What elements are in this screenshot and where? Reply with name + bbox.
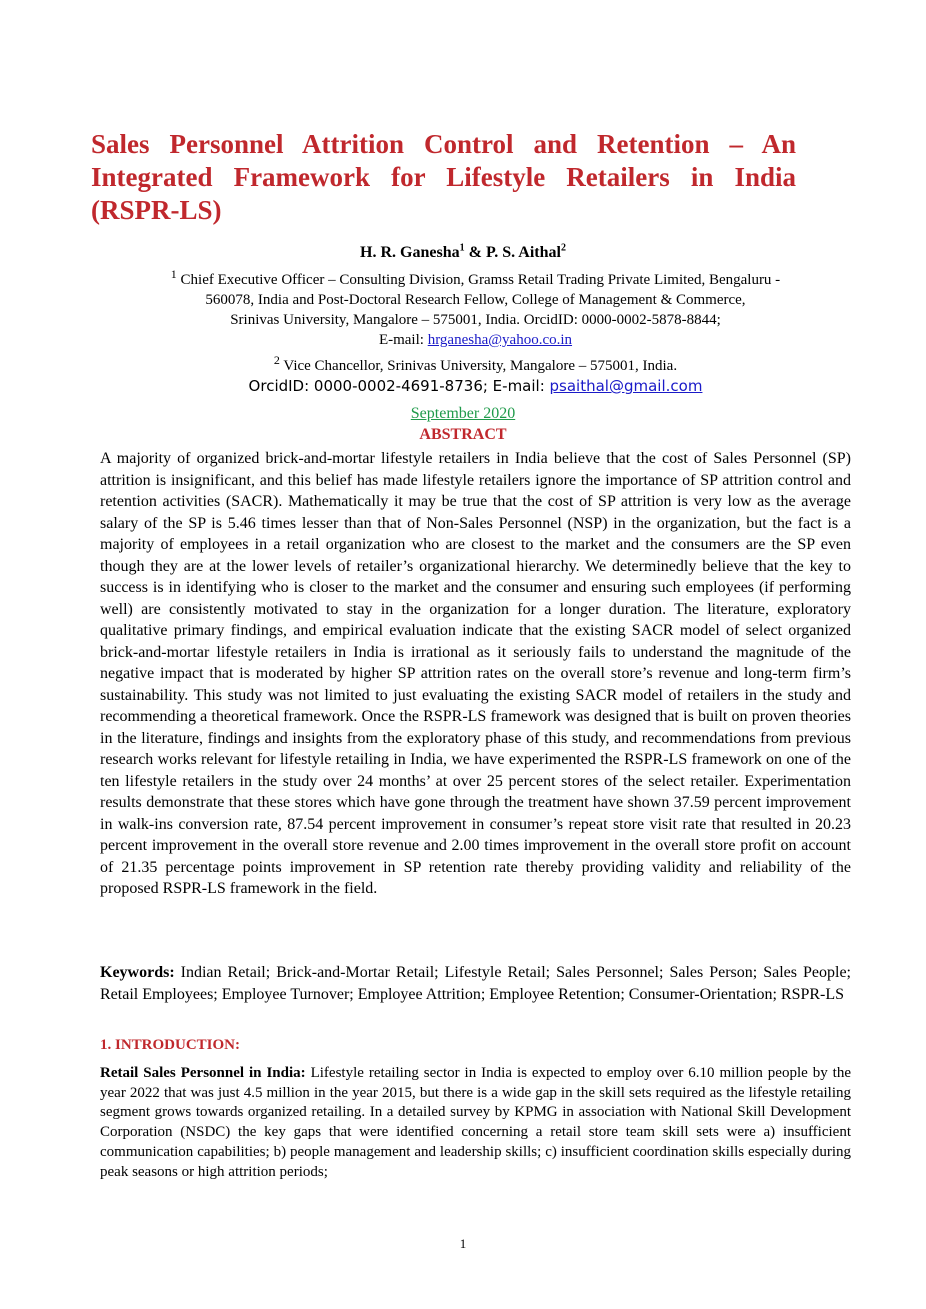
- page-number: 1: [459, 1236, 467, 1251]
- affiliation-2-sup: 2: [273, 353, 280, 367]
- orcid-2: OrcidID: 0000-0002-4691-8736; E-mail:: [248, 377, 550, 395]
- abstract-heading: ABSTRACT: [419, 426, 507, 443]
- keywords-label: Keywords:: [100, 964, 175, 981]
- email-2-link[interactable]: psaithal@gmail.com: [549, 377, 703, 395]
- author-1-sup: 1: [459, 242, 465, 254]
- affiliation-1-line-1: Chief Executive Officer – Consulting Division, Gramss Retail Trading Private Limited, Bengaluru -: [176, 272, 781, 288]
- author-1: H. R. Ganesha: [360, 244, 460, 261]
- introduction-text: [100, 1064, 851, 1182]
- email-1-link[interactable]: hrganesha@yahoo.co.in: [427, 332, 573, 348]
- author-separator: &: [464, 244, 486, 261]
- affiliation-1-sup: 1: [170, 267, 177, 281]
- author-2-sup: 2: [560, 242, 566, 254]
- paper-title: Sales Personnel Attrition Control and Retention – An Integrated Framework for Lifestyle Retailers in India (RSPR-LS): [91, 129, 796, 225]
- author-line: [0, 244, 926, 262]
- author-2: P. S. Aithal: [485, 244, 561, 261]
- affiliation-1-line-3: Srinivas University, Mangalore – 575001, India. OrcidID: 0000-0002-5878-8844;: [230, 312, 721, 328]
- introduction-body: Lifestyle retailing sector in India is expected to employ over 6.10 million people by the year 2022 that was just 4.5 million in the year 2015, but there is a wide gap in the skill sets required as the lifestyle retailing segment grows towards organized retailing. In a detailed survey by KPMG in association with National Skill Development Corporation (NSDC) the key gaps that were identified concerning a retail store team skill sets were a) insufficient communication capabilities; b) people management and leadership skills; c) insufficient coordination skills especially during peak seasons or high attrition periods;: [100, 1065, 851, 1180]
- publication-date[interactable]: September 2020: [410, 405, 516, 422]
- keywords: [100, 962, 851, 1005]
- introduction-heading: 1. INTRODUCTION:: [100, 1037, 241, 1053]
- email-1-label: E-mail:: [378, 332, 428, 348]
- introduction-lead: Retail Sales Personnel in India:: [100, 1065, 306, 1081]
- keywords-text: Indian Retail; Brick-and-Mortar Retail; Lifestyle Retail; Sales Personnel; Sales Person; Sales People; Retail Employees; Employee Turnover; Employee Attrition; Employee Retention; Consumer-Orientation; RSPR-LS: [100, 964, 851, 1003]
- affiliation-1: [100, 267, 851, 350]
- affiliation-2: [100, 353, 851, 396]
- affiliation-1-line-2: 560078, India and Post-Doctoral Research Fellow, College of Management & Commerce,: [205, 292, 746, 308]
- abstract-text: A majority of organized brick-and-mortar lifestyle retailers in India believe that the cost of Sales Personnel (SP) attrition is insignificant, and this belief has made lifestyle retailers ignore the importance of SP attrition control and retention activities (SACR). Mathematically it may be true that the cost of SP attrition is very low as the average salary of the SP is 5.46 times lesser than that of Non-Sales Personnel (NSP) in the organization, but the fact is a majority of employees in a retail organization who are closest to the market and the consumers are the SP even though they are at the lower levels of retailer’s organizational hierarchy. We determinedly believe that the key to success is in identifying who is closer to the market and the consumer and ensuring such employees (if performing well) are consistently motivated to stay in the organization for a longer duration. The literature, exploratory qualitative primary findings, and empirical evaluation indicate that the existing SACR model of select organized brick-and-mortar lifestyle retailers in India is irrational as it seriously fails to understand the magnitude of the negative impact that is moderated by higher SP attrition rates on the overall store’s revenue and long-term firm’s sustainability. This study was not limited to just evaluating the existing SACR model of retailers in the study and recommending a theoretical framework. Once the RSPR-LS framework was designed that is built on proven theories in the literature, findings and insights from the exploratory phase of this study, and recommendations from previous research works relevant for lifestyle retailing in India, we have experimented the RSPR-LS framework on one of the ten lifestyle retailers in the study over 24 months’ at over 25 percent stores of the select retailer. Experimentation results demonstrate that these stores which have gone through the treatment have shown 37.59 percent improvement in walk-ins conversion rate, 87.54 percent improvement in consumer’s repeat store visit rate that resulted in 20.23 percent improvement in the overall store revenue and 2.00 times improvement in the overall store profit on account of 21.35 percentage points improvement in SP retention rate thereby providing validity and reliability of the proposed RSPR-LS framework in the field.: [100, 450, 851, 897]
- affiliation-2-line-1: Vice Chancellor, Srinivas University, Mangalore – 575001, India.: [279, 358, 678, 374]
